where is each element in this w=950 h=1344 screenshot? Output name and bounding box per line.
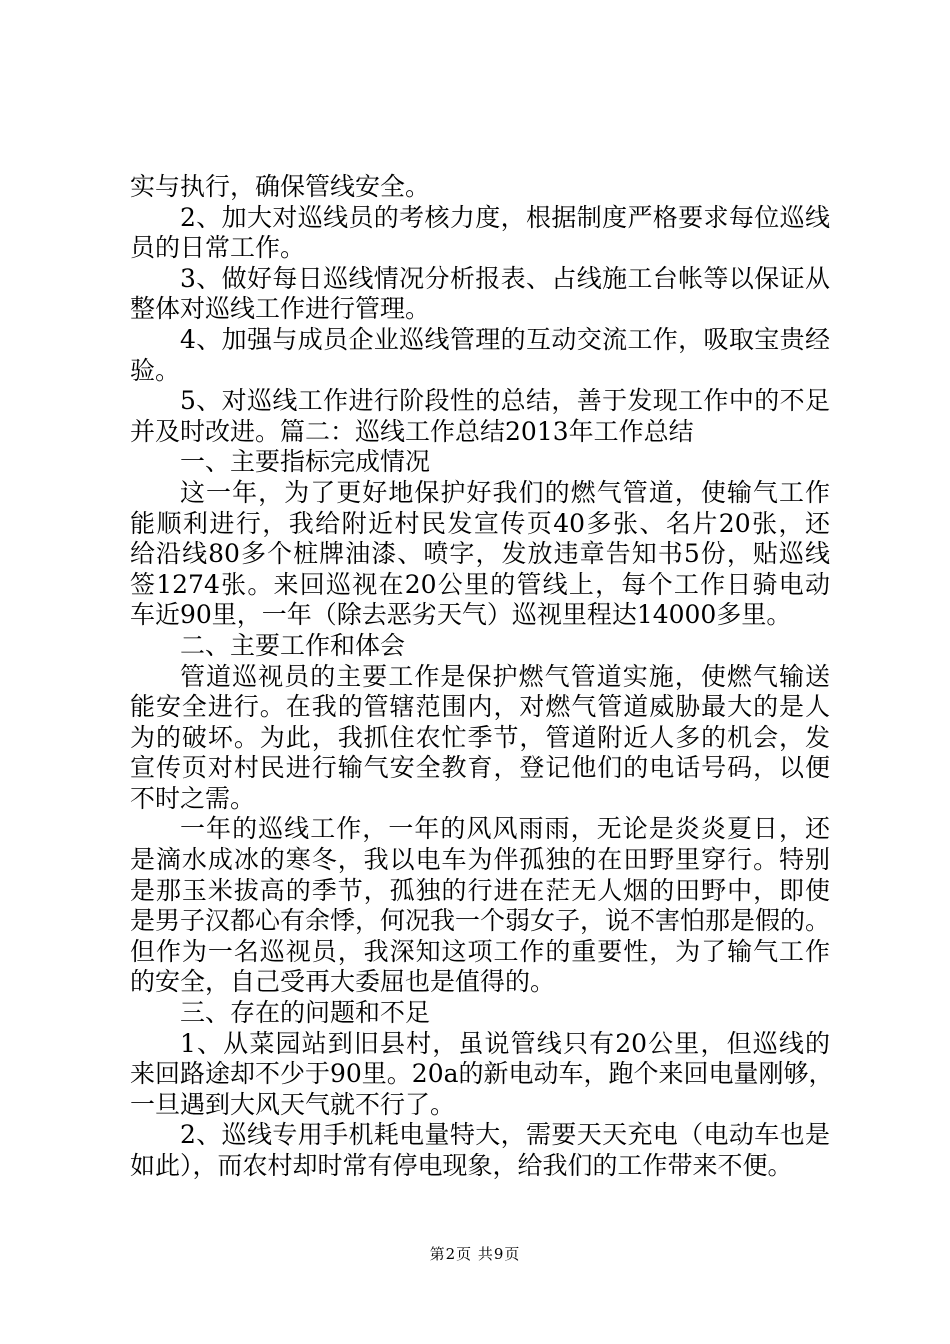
- text-line: 实与执行，确保管线安全。: [130, 172, 431, 201]
- text-line: 员的日常工作。: [130, 233, 306, 263]
- text-line: 5、对巡线工作进行阶段性的总结，善于发现工作中的不足: [180, 386, 830, 416]
- text-line: 签1274张。来回巡视在20公里的管线上，每个工作日骑电动: [130, 569, 830, 599]
- text-line: 的安全，自己受再大委屈也是值得的。: [130, 967, 556, 997]
- text-line: 一年的巡线工作，一年的风风雨雨，无论是炎炎夏日，还: [180, 814, 830, 844]
- text-line: 是滴水成冰的寒冬，我以电车为伴孤独的在田野里穿行。特别: [130, 845, 830, 875]
- document-body: [130, 172, 834, 1182]
- text-line: 为的破坏。为此，我抓住农忙季节，管道附近人多的机会，发: [130, 722, 830, 752]
- text-line: 3、做好每日巡线情况分析报表、占线施工台帐等以保证从: [180, 263, 830, 293]
- text-line: 宣传页对村民进行输气安全教育，登记他们的电话号码，以便: [130, 753, 830, 783]
- section-heading: 一、主要指标完成情况: [180, 447, 431, 477]
- page-number: 第2页 共9页: [429, 1245, 521, 1263]
- text-line: 1、从菜园站到旧县村，虽说管线只有20公里，但巡线的: [180, 1028, 830, 1058]
- text-line: 并及时改进。篇二：巡线工作总结2013年工作总结: [130, 416, 694, 446]
- text-line: 一旦遇到大风天气就不行了。: [130, 1089, 456, 1119]
- text-line: 来回路途却不少于90里。20a的新电动车，跑个来回电量刚够，: [130, 1059, 834, 1089]
- text-line: 是那玉米拔高的季节，孤独的行进在茫无人烟的田野中，即使: [130, 875, 830, 905]
- text-line: 2、加大对巡线员的考核力度，根据制度严格要求每位巡线: [180, 202, 830, 232]
- text-line: 车近90里，一年（除去恶劣天气）巡视里程达14000多里。: [130, 600, 792, 630]
- text-line: 但作为一名巡视员，我深知这项工作的重要性，为了输气工作: [130, 936, 830, 966]
- text-line: 这一年，为了更好地保护好我们的燃气管道，使输气工作: [180, 477, 830, 507]
- text-line: 2、巡线专用手机耗电量特大，需要天天充电（电动车也是: [180, 1120, 830, 1150]
- text-line: 验。: [130, 355, 181, 385]
- section-heading: 三、存在的问题和不足: [180, 998, 431, 1028]
- text-line: 能顺利进行，我给附近村民发宣传页40多张、名片20张，还: [130, 508, 830, 538]
- text-line: 整体对巡线工作进行管理。: [130, 294, 431, 324]
- section-heading: 二、主要工作和体会: [180, 630, 406, 660]
- text-line: 能安全进行。在我的管辖范围内，对燃气管道威胁最大的是人: [130, 692, 830, 722]
- text-line: 不时之需。: [130, 783, 256, 813]
- text-line: 给沿线80多个桩牌油漆、喷字，发放违章告知书5份，贴巡线: [130, 539, 830, 569]
- text-line: 4、加强与成员企业巡线管理的互动交流工作，吸取宝贵经: [180, 324, 830, 354]
- text-line: 是男子汉都心有余悸，何况我一个弱女子，说不害怕那是假的。: [130, 906, 831, 936]
- text-line: 管道巡视员的主要工作是保护燃气管道实施，使燃气输送: [180, 661, 830, 691]
- text-line: 如此），而农村却时常有停电现象，给我们的工作带来不便。: [130, 1151, 793, 1180]
- page-footer: [0, 1244, 950, 1264]
